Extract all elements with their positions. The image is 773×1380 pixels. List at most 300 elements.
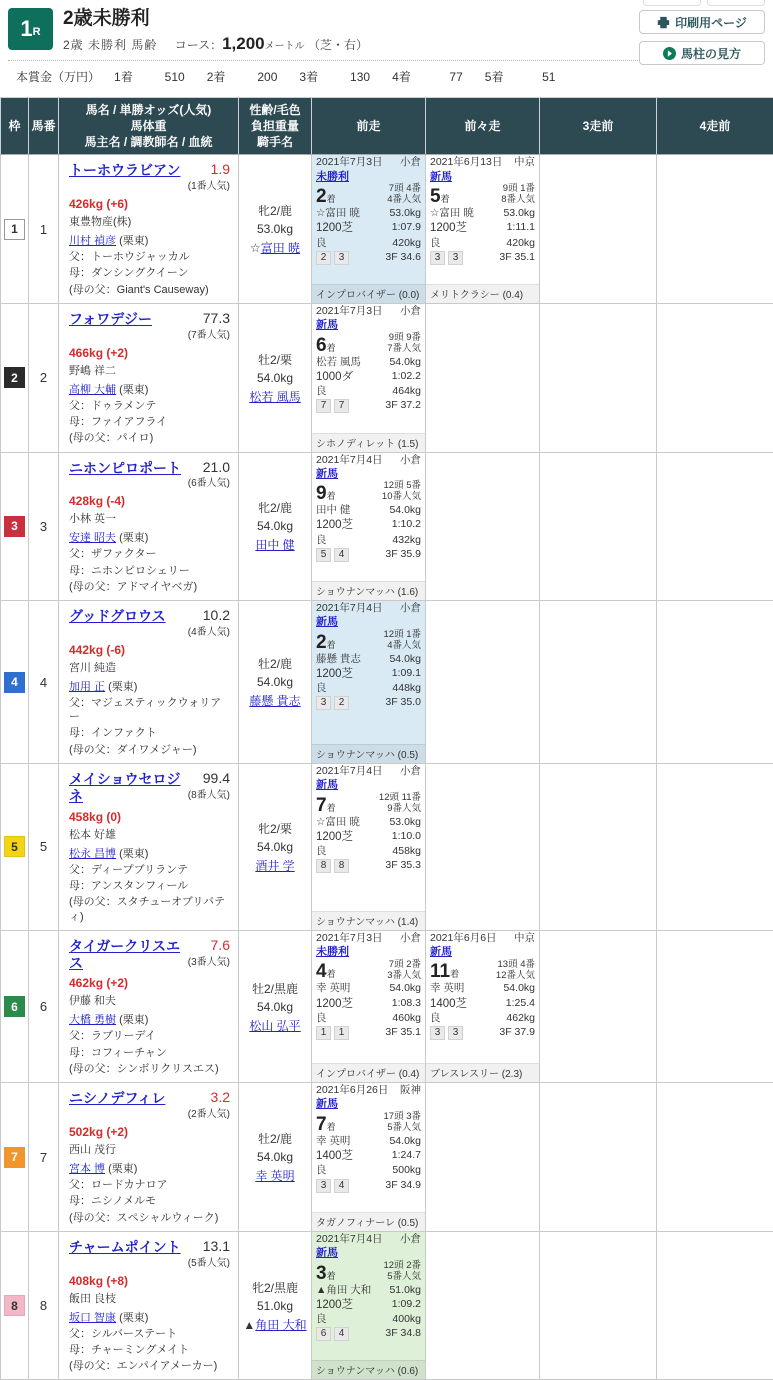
waku-number: 1: [4, 219, 25, 240]
race-distance: 1200芝: [430, 221, 467, 235]
finish-position: 11着: [430, 962, 459, 981]
umaban-cell: 5: [29, 764, 59, 931]
race-horse-weight: 462kg: [506, 1012, 535, 1025]
race-date: 2021年6月13日: [430, 156, 502, 169]
race-date: 2021年7月3日: [316, 156, 383, 169]
race-date: 2021年7月4日: [316, 765, 383, 778]
odds-block: [188, 1090, 230, 1120]
jockey-link[interactable]: 田中 健: [255, 538, 294, 552]
past-race-cell: [312, 764, 426, 931]
horse-body-weight: 426kg (+6): [69, 197, 230, 211]
owner-name: 西山 茂行: [69, 1141, 230, 1157]
past-race-cell-empty: [657, 452, 773, 601]
popularity: (8番人気): [188, 786, 230, 801]
jockey-link[interactable]: 幸 英明: [255, 1169, 294, 1183]
horse-name-link[interactable]: メイショウセロジネ: [69, 771, 184, 805]
sex-age-coat: 牝2/黒鹿: [239, 1279, 311, 1296]
track-condition: 良: [430, 237, 441, 250]
odds-block: [188, 460, 230, 490]
column-header-prev2: 前々走: [426, 97, 540, 155]
waku-cell: [1, 601, 29, 764]
race-number: 1: [20, 16, 32, 42]
win-odds: 13.1: [188, 1239, 230, 1254]
corner-positions: [316, 548, 352, 562]
race-time: 1:07.9: [392, 221, 421, 235]
sex-weight-jockey-cell: [239, 601, 312, 764]
horse-name-link[interactable]: ニホンピロポート: [69, 460, 181, 477]
print-page-button[interactable]: [639, 10, 765, 34]
popularity: (4番人気): [188, 623, 230, 638]
last-3f-time: 3F 35.3: [385, 859, 421, 873]
race-date: 2021年6月26日: [316, 1084, 388, 1097]
finish-position: 9着: [316, 484, 336, 503]
last-3f-time: 3F 37.2: [385, 399, 421, 413]
sire-line: 父：トーホウジャッカル: [69, 250, 230, 264]
dam-line: 母：インファクト: [69, 726, 230, 740]
horse-info-cell: [59, 452, 239, 601]
owner-name: 宮川 純造: [69, 659, 230, 675]
race-class-link[interactable]: 新馬: [316, 779, 338, 791]
past-race-cell-empty: [657, 1231, 773, 1380]
race-winner-margin: メリトクラシー (0.4): [426, 284, 539, 303]
corner-positions: [316, 859, 352, 873]
sire-line: 父：ザファクター: [69, 547, 230, 561]
odds-block: [188, 311, 230, 341]
jockey-mark: ▲: [243, 1318, 255, 1332]
race-winner-margin: ショウナンマッハ (0.5): [312, 744, 425, 763]
past-race-cell-empty: [426, 304, 540, 453]
printer-icon: [657, 16, 670, 29]
popularity: (3番人気): [188, 953, 230, 968]
race-winner-margin: ショウナンマッハ (1.6): [312, 581, 425, 600]
horse-info-cell: [59, 601, 239, 764]
race-class-link[interactable]: 新馬: [316, 468, 338, 480]
horse-name-link[interactable]: フォワデジー: [69, 311, 152, 328]
past-race-cell-empty: [657, 1083, 773, 1232]
owner-name: 飯田 良枝: [69, 1290, 230, 1306]
race-jockey: 幸 英明: [316, 982, 350, 995]
sex-age-coat: 牡2/鹿: [239, 1130, 311, 1147]
past-race-cell-empty: [540, 155, 657, 304]
prize-place: 1着: [114, 68, 133, 85]
dam-line: 母：ダンシングクイーン: [69, 266, 230, 280]
field-and-popularity: 12頭 1番 4番人気: [384, 630, 422, 652]
horse-row: [1, 1231, 773, 1380]
sex-weight-jockey-cell: [239, 155, 312, 304]
win-odds: 21.0: [188, 460, 230, 475]
past-race-cell: [312, 930, 426, 1082]
prize-place: 4着: [392, 68, 411, 85]
past-race-cell-empty: [426, 452, 540, 601]
waku-number: 4: [4, 672, 25, 693]
horse-name-link[interactable]: トーホウラビアン: [69, 162, 180, 179]
print-page-label: 印刷用ページ: [675, 14, 747, 31]
race-horse-weight: 500kg: [392, 1164, 421, 1177]
trainer-area: (栗東): [119, 532, 148, 544]
damsire-line: (母の父：アドマイヤベガ): [69, 580, 230, 594]
corner-position: 2: [316, 251, 331, 265]
past-race-cell-empty: [540, 930, 657, 1082]
track-condition: 良: [316, 1313, 327, 1326]
corner-position: 8: [334, 859, 349, 873]
trainer-link[interactable]: 大橋 勇樹: [69, 1014, 116, 1026]
prize-item: [114, 68, 207, 85]
field-and-popularity: 7頭 4番 4番人気: [387, 184, 421, 206]
prize-amount: 200: [235, 70, 277, 84]
column-header-prev1: 前走: [312, 97, 426, 155]
finish-position: 2着: [316, 633, 336, 652]
owner-name: 東豊物産(株): [69, 213, 230, 229]
race-time: 1:09.1: [392, 667, 421, 681]
past-race-cell-empty: [657, 601, 773, 764]
damsire-line: (母の父：Giant's Causeway): [69, 283, 230, 297]
corner-position: 4: [334, 1179, 349, 1193]
past-race-cell: [312, 452, 426, 601]
trainer-area: (栗東): [108, 681, 137, 693]
race-horse-weight: 400kg: [392, 1313, 421, 1326]
horse-name-link[interactable]: ニシノデフィレ: [69, 1090, 165, 1107]
corner-position: 1: [316, 1026, 331, 1040]
race-distance: 1200芝: [316, 221, 353, 235]
waku-number: 7: [4, 1147, 25, 1168]
horse-row: [1, 1083, 773, 1232]
race-time: 1:11.1: [507, 221, 535, 235]
owner-name: 野嶋 祥二: [69, 362, 230, 378]
horse-name-link[interactable]: チャームポイント: [69, 1239, 181, 1256]
jockey-link[interactable]: 藤懸 貴志: [249, 694, 300, 708]
corner-position: 5: [316, 548, 331, 562]
umaban-cell: 6: [29, 930, 59, 1082]
damsire-line: (母の父：ダイワメジャー): [69, 743, 230, 757]
trainer-line: [69, 678, 230, 694]
corner-position: 3: [448, 1026, 463, 1040]
race-venue: 阪神: [400, 1084, 421, 1097]
corner-positions: [316, 696, 352, 710]
field-and-popularity: 13頭 4番 12番人気: [496, 960, 535, 982]
horse-info-cell: [59, 1231, 239, 1380]
dam-line: 母：チャーミングメイト: [69, 1343, 230, 1357]
race-horse-weight: 420kg: [392, 237, 421, 250]
last-3f-time: 3F 35.0: [385, 696, 421, 710]
race-distance: 1200芝: [316, 1298, 353, 1312]
race-horse-weight: 464kg: [392, 385, 421, 398]
corner-position: 3: [430, 251, 445, 265]
race-class-link[interactable]: 未勝利: [316, 946, 349, 958]
horse-row: [1, 764, 773, 931]
trainer-link[interactable]: 川村 禎彦: [69, 235, 116, 247]
race-venue: 小倉: [400, 454, 421, 467]
waku-number: 8: [4, 1295, 25, 1316]
column-header-info: 性齢/毛色 負担重量 騎手名: [239, 97, 312, 155]
dam-line: 母：ニシノメルモ: [69, 1194, 230, 1208]
horse-body-weight: 442kg (-6): [69, 643, 230, 657]
dam-line: 母：アンスタンフィール: [69, 879, 230, 893]
race-class-link[interactable]: 新馬: [430, 171, 452, 183]
race-load: 53.0kg: [389, 816, 421, 829]
track-condition: 良: [316, 1164, 327, 1177]
last-3f-time: 3F 35.9: [385, 548, 421, 562]
trainer-area: (栗東): [119, 1014, 148, 1026]
sex-weight-jockey-cell: [239, 304, 312, 453]
race-load: 54.0kg: [503, 982, 535, 995]
race-date: 2021年6月6日: [430, 932, 497, 945]
damsire-line: (母の父：エンパイアメーカー): [69, 1359, 230, 1373]
race-horse-weight: 420kg: [506, 237, 535, 250]
past-race-cell-empty: [426, 601, 540, 764]
umaban-cell: 2: [29, 304, 59, 453]
last-3f-time: 3F 35.1: [499, 251, 535, 265]
race-distance: 1200芝: [316, 830, 353, 844]
race-condition-text: 2歳 未勝利 馬齢: [63, 38, 157, 52]
corner-positions: [316, 1179, 352, 1193]
track-condition: 良: [316, 682, 327, 695]
damsire-line: (母の父：シンボリクリスエス): [69, 1062, 230, 1076]
trainer-link[interactable]: 加用 正: [69, 681, 105, 693]
field-and-popularity: 12頭 5番 10番人気: [382, 481, 421, 503]
trainer-link[interactable]: 宮本 博: [69, 1163, 105, 1175]
horse-body-weight: 466kg (+2): [69, 346, 230, 360]
win-odds: 3.2: [188, 1090, 230, 1105]
past-race-cell: [426, 155, 540, 304]
race-class-link[interactable]: 新馬: [316, 1247, 338, 1259]
umaban-cell: 8: [29, 1231, 59, 1380]
horse-name-link[interactable]: タイガークリスエス: [69, 938, 184, 972]
horse-name-link[interactable]: グッドグロウス: [69, 608, 166, 625]
race-header: [0, 0, 773, 85]
race-winner-margin: ブレスレスリー (2.3): [426, 1063, 539, 1082]
dam-line: 母：ニホンピロシェリー: [69, 564, 230, 578]
popularity: (1番人気): [188, 177, 230, 192]
past-race-cell-empty: [426, 1231, 540, 1380]
last-3f-time: 3F 37.9: [499, 1026, 535, 1040]
trainer-link[interactable]: 坂口 智康: [69, 1312, 116, 1324]
carried-weight: 51.0kg: [239, 1299, 311, 1313]
race-winner-margin: インプロバイザー (0.0): [312, 284, 425, 303]
race-load: 53.0kg: [503, 207, 535, 220]
past-race-cell-empty: [540, 601, 657, 764]
corner-position: 2: [334, 696, 349, 710]
prize-item: [207, 68, 300, 85]
corner-positions: [430, 1026, 466, 1040]
finish-position: 4着: [316, 962, 336, 981]
past-race-cell-empty: [540, 764, 657, 931]
horse-body-weight: 458kg (0): [69, 810, 230, 824]
trainer-area: (栗東): [119, 384, 148, 396]
waku-number: 5: [4, 836, 25, 857]
odds-block: [188, 162, 230, 192]
race-time: 1:10.2: [392, 518, 421, 532]
corner-position: 3: [448, 251, 463, 265]
race-class-link[interactable]: 新馬: [316, 616, 338, 628]
finish-position: 6着: [316, 336, 336, 355]
horse-info-cell: [59, 1083, 239, 1232]
waku-cell: [1, 155, 29, 304]
waku-cell: [1, 1083, 29, 1232]
race-date: 2021年7月3日: [316, 932, 383, 945]
race-winner-margin: シホノディレット (1.5): [312, 433, 425, 452]
course-unit: メートル: [265, 41, 305, 52]
horse-body-weight: 428kg (-4): [69, 494, 230, 508]
finish-position: 7着: [316, 796, 336, 815]
corner-position: 3: [316, 696, 331, 710]
jockey-link[interactable]: 角田 大和: [255, 1318, 306, 1332]
past-race-cell-empty: [426, 1083, 540, 1232]
last-3f-time: 3F 34.9: [385, 1179, 421, 1193]
carried-weight: 54.0kg: [239, 675, 311, 689]
race-number-unit: R: [33, 26, 41, 38]
umaban-cell: 1: [29, 155, 59, 304]
waku-cell: [1, 1231, 29, 1380]
guide-label: 馬柱の見方: [681, 45, 741, 62]
race-jockey: 幸 英明: [430, 982, 464, 995]
win-odds: 77.3: [188, 311, 230, 326]
sex-age-coat: 牝2/栗: [239, 820, 311, 837]
damsire-line: (母の父：パイロ): [69, 431, 230, 445]
prize-place: 2着: [207, 68, 226, 85]
race-time: 1:02.2: [392, 370, 421, 384]
field-and-popularity: 9頭 1番 8番人気: [501, 184, 535, 206]
race-number-badge: [8, 8, 53, 50]
past-race-cell-empty: [657, 155, 773, 304]
jockey-link[interactable]: 酒井 学: [255, 859, 294, 873]
race-horse-weight: 432kg: [392, 534, 421, 547]
race-winner-margin: ショウナンマッハ (1.4): [312, 911, 425, 930]
owner-name: 伊藤 和夫: [69, 992, 230, 1008]
popularity: (6番人気): [188, 474, 230, 489]
dam-line: 母：コフィーチャン: [69, 1046, 230, 1060]
odds-block: [188, 608, 230, 638]
past-race-cell-empty: [657, 930, 773, 1082]
past-race-cell: [312, 1083, 426, 1232]
race-load: 54.0kg: [389, 982, 421, 995]
race-horse-weight: 460kg: [392, 1012, 421, 1025]
jockey-link[interactable]: 松若 風馬: [249, 390, 300, 404]
prize-item: [392, 68, 485, 85]
race-distance: 1000ダ: [316, 370, 353, 384]
course-label: コース：: [175, 38, 222, 52]
page-title: 2歳未勝利: [63, 9, 368, 30]
trainer-line: [69, 1309, 230, 1325]
race-class-link[interactable]: 未勝利: [316, 171, 349, 183]
popularity: (2番人気): [188, 1105, 230, 1120]
carried-weight: 54.0kg: [239, 519, 311, 533]
win-odds: 99.4: [188, 771, 230, 786]
race-venue: 小倉: [400, 602, 421, 615]
corner-position: 4: [334, 1327, 349, 1341]
waku-cell: [1, 452, 29, 601]
race-winner-margin: タガノフィナーレ (0.5): [312, 1212, 425, 1231]
race-distance: 1400芝: [430, 997, 467, 1011]
race-load: 54.0kg: [389, 653, 421, 666]
trainer-link[interactable]: 高柳 大輔: [69, 384, 116, 396]
finish-position: 5着: [430, 187, 450, 206]
corner-position: 4: [334, 548, 349, 562]
trainer-area: (栗東): [119, 848, 148, 860]
prize-label: 本賞金（万円）: [16, 68, 100, 85]
horse-row: [1, 452, 773, 601]
past-race-cell-empty: [540, 1083, 657, 1232]
prize-place: 5着: [485, 68, 504, 85]
sire-line: 父：ディープブリランテ: [69, 863, 230, 877]
corner-position: 3: [316, 1179, 331, 1193]
win-odds: 10.2: [188, 608, 230, 623]
prize-amount: 51: [513, 70, 555, 84]
guide-button[interactable]: [639, 41, 765, 65]
horse-row: [1, 155, 773, 304]
track-condition: 良: [316, 1012, 327, 1025]
waku-cell: [1, 930, 29, 1082]
corner-positions: [316, 251, 352, 265]
column-header-horse: 馬名 / 単勝オッズ(人気) 馬体重 馬主名 / 調教師名 / 血統: [59, 97, 239, 155]
sex-age-coat: 牡2/栗: [239, 351, 311, 368]
popularity: (5番人気): [188, 1254, 230, 1269]
corner-positions: [316, 1327, 352, 1341]
umaban-cell: 4: [29, 601, 59, 764]
race-date: 2021年7月3日: [316, 305, 383, 318]
damsire-line: (母の父：スタチューオブリバティ): [69, 895, 230, 924]
sire-line: 父：マジェスティックウォリアー: [69, 696, 230, 725]
race-jockey: ☆富田 暁: [316, 207, 360, 220]
field-and-popularity: 17頭 3番 5番人気: [384, 1112, 422, 1134]
race-head-block: [8, 8, 644, 61]
race-date: 2021年7月4日: [316, 454, 383, 467]
trainer-area: (栗東): [119, 235, 148, 247]
race-time: 1:25.4: [506, 997, 535, 1011]
jockey-mark: ☆: [250, 241, 261, 255]
carried-weight: 54.0kg: [239, 840, 311, 854]
prize-amount: 77: [421, 70, 463, 84]
race-venue: 小倉: [400, 305, 421, 318]
race-horse-weight: 448kg: [392, 682, 421, 695]
trainer-area: (栗東): [108, 1163, 137, 1175]
horse-row: [1, 304, 773, 453]
horse-body-weight: 408kg (+8): [69, 1274, 230, 1288]
owner-name: 小林 英一: [69, 510, 230, 526]
odds-block: [188, 1239, 230, 1269]
jockey-link[interactable]: 富田 暁: [261, 241, 300, 255]
past-race-cell: [312, 601, 426, 764]
waku-number: 3: [4, 516, 25, 537]
race-class-link[interactable]: 新馬: [316, 1098, 338, 1110]
corner-position: 8: [316, 859, 331, 873]
race-load: 53.0kg: [389, 207, 421, 220]
race-conditions: [63, 34, 368, 54]
last-3f-time: 3F 34.6: [385, 251, 421, 265]
race-date: 2021年7月4日: [316, 1233, 383, 1246]
race-class-link[interactable]: 新馬: [430, 946, 452, 958]
race-winner-margin: ショウナンマッハ (0.6): [312, 1360, 425, 1379]
sire-line: 父：ラブリーデイ: [69, 1029, 230, 1043]
trainer-line: [69, 232, 230, 248]
sex-weight-jockey-cell: [239, 764, 312, 931]
trainer-link[interactable]: 松永 昌博: [69, 848, 116, 860]
race-distance: 1200芝: [316, 997, 353, 1011]
column-header-waku: 枠: [1, 97, 29, 155]
race-jockey: 藤懸 貴志: [316, 653, 361, 666]
sex-age-coat: 牝2/鹿: [239, 499, 311, 516]
field-and-popularity: 9頭 9番 7番人気: [387, 333, 421, 355]
sex-weight-jockey-cell: [239, 452, 312, 601]
past-race-cell: [312, 304, 426, 453]
corner-position: 3: [430, 1026, 445, 1040]
jockey-link[interactable]: 松山 弘平: [249, 1019, 300, 1033]
prize-item: [485, 68, 578, 85]
race-class-link[interactable]: 新馬: [316, 319, 338, 331]
trainer-line: [69, 529, 230, 545]
trainer-link[interactable]: 安達 昭夫: [69, 532, 116, 544]
last-3f-time: 3F 35.1: [385, 1026, 421, 1040]
race-jockey: 松若 風馬: [316, 356, 361, 369]
